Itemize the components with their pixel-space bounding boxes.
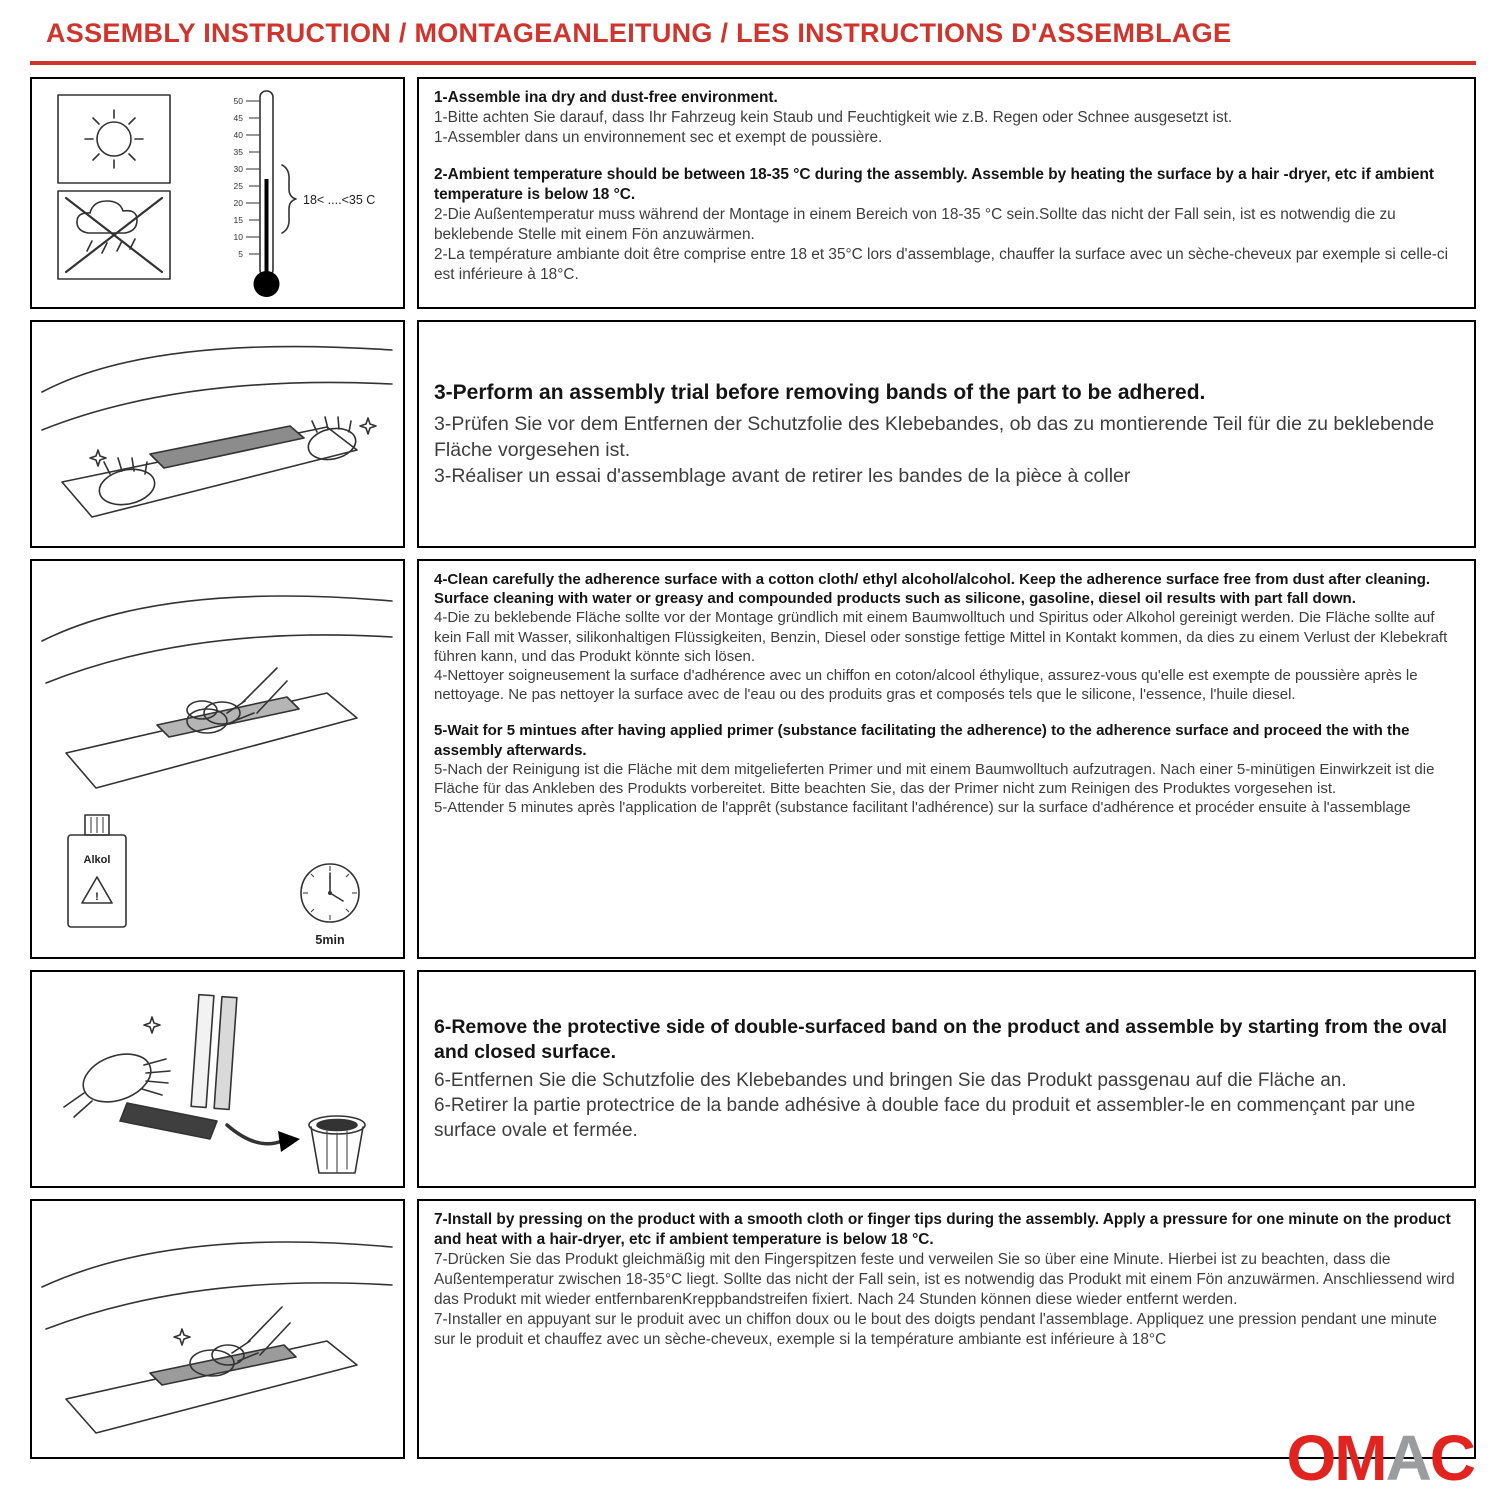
adhesive-strip-icon	[214, 997, 237, 1110]
illustration-trial	[30, 320, 405, 548]
sparkle-icon	[360, 418, 376, 434]
omac-logo	[1286, 1422, 1474, 1494]
scale-number: 25	[233, 181, 243, 191]
illustration-remove-band	[30, 970, 405, 1188]
sparkle-icon	[174, 1329, 190, 1345]
door-sill-trial-sketch	[32, 322, 403, 546]
warning-mark: !	[95, 891, 99, 903]
scale-number: 50	[233, 96, 243, 106]
sparkle-icon	[90, 450, 106, 466]
thermometer-scale-numbers	[234, 96, 244, 259]
step1-de: 1-Bitte achten Sie darauf, dass Ihr Fahrzeug kein Staub und Feuchtigkeit wie z.B. Regen oder Schnee ausgesetzt ist.	[434, 109, 1233, 127]
range-brace	[282, 165, 296, 233]
illustration-pressing	[30, 1199, 405, 1459]
alcohol-bottle-icon	[68, 815, 126, 927]
sheet-header	[30, 10, 1476, 65]
sun-icon	[58, 95, 170, 183]
step5-de: 5-Nach der Reinigung ist die Fläche mit dem mitgelieferten Primer und mit einem Baumwolltuch aufzutragen. Nach einer 5-minütigen Einwirkzeit ist die Fläche für das Ankleben des Produkts vorbereitet. Bitte beachten Sie, das der Primer nicht zum Reinigen des Produktes vorgesehen ist.	[434, 760, 1435, 797]
no-rain-icon	[58, 191, 170, 279]
trash-bin-icon	[309, 1116, 365, 1173]
step1-en: 1-Assemble ina dry and dust-free environment.	[434, 89, 778, 106]
step3-de: 3-Prüfen Sie vor dem Entfernen der Schutzfolie des Klebebandes, ob das zu montierende Teil für die zu beklebende Fläche vorgesehen ist.	[434, 413, 1435, 461]
illustration-cleaning	[30, 559, 405, 959]
product-part-icon	[120, 1103, 217, 1139]
step-text-trial	[417, 320, 1476, 548]
step-text-cleaning	[417, 559, 1476, 959]
hand-icon	[64, 1045, 170, 1117]
temp-range-label: 18< ....<35 C	[303, 193, 376, 207]
clock-label: 5min	[315, 933, 345, 947]
step2-en: 2-Ambient temperature should be between 18-35 °C during the assembly. Assemble by heating the surface by a hair -dryer, etc if ambient temperature is below 18 °C.	[434, 166, 1434, 204]
step-text-remove-band	[417, 970, 1476, 1188]
step-row-cleaning	[30, 559, 1476, 959]
scale-number: 30	[233, 164, 243, 174]
hand-peeling-band-sketch	[32, 973, 403, 1185]
step-row-pressing	[30, 1199, 1476, 1459]
step-row-remove-band	[30, 970, 1476, 1188]
step7-en: 7-Install by pressing on the product with a smooth cloth or finger tips during the assembly. Apply a pressure for one minute on the product and heat with a hair-dryer, etc if ambient temperature is below 18 °C.	[434, 1211, 1451, 1249]
page-title: ASSEMBLY INSTRUCTION / MONTAGEANLEITUNG / LES INSTRUCTIONS D'ASSEMBLAGE	[46, 18, 1232, 48]
step3-en: 3-Perform an assembly trial before removing bands of the part to be adhered.	[434, 380, 1206, 404]
sparkle-icon	[144, 1017, 160, 1033]
step5-fr: 5-Attender 5 minutes après l'application de l'apprêt (substance facilitant l'adhérence) sur la surface d'adhérence et procéder ensuite à l'assemblage	[434, 799, 1411, 817]
step-text-pressing	[417, 1199, 1476, 1459]
step-row-trial	[30, 320, 1476, 548]
scale-number: 10	[233, 232, 243, 242]
step5-en: 5-Wait for 5 mintues after having applied primer (substance facilitating the adherence) to the adherence surface and proceed the with the assembly afterwards.	[434, 722, 1410, 759]
adhesive-strip-icon	[191, 995, 214, 1108]
scale-number: 15	[233, 215, 243, 225]
arrow-icon	[227, 1125, 300, 1152]
step6-de: 6-Entfernen Sie die Schutzfolie des Klebebandes und bringen Sie das Produkt passgenau auf die Fläche an.	[434, 1070, 1347, 1092]
scale-number: 35	[233, 147, 243, 157]
step7-de: 7-Drücken Sie das Produkt gleichmäßig mit den Fingerspitzen feste und verweilen Sie so über eine Minute. Hierbei ist zu beachten, dass die Außentemperatur zwischen 18-35°C liegt. Sollte das nicht der Fall sein, ist es notwendig das Produkt mit einem Fön anzuwärmen. Anschliessend wird das Produkt mit wieder entfernbarenKreppbandstreifen fixiert. Nach 24 Stunden können diese wieder entfernt werden.	[434, 1251, 1455, 1309]
step6-en: 6-Remove the protective side of double-surfaced band on the product and assemble by starting from the oval and closed surface.	[434, 1015, 1448, 1063]
hand-icon	[96, 458, 158, 509]
thermometer-icon	[234, 91, 376, 297]
scale-number: 20	[233, 198, 243, 208]
door-sill-pressing-sketch	[32, 1203, 403, 1455]
clock-icon	[301, 864, 359, 947]
omac-logo-a: A	[1385, 1422, 1430, 1494]
illustration-environment	[30, 77, 405, 309]
thermometer-ticks	[246, 101, 260, 254]
step3-fr: 3-Réaliser un essai d'assemblage avant de retirer les bandes de la pièce à coller	[434, 464, 1131, 487]
step-text-environment	[417, 77, 1476, 309]
scale-number: 40	[233, 130, 243, 140]
step2-de: 2-Die Außentemperatur muss während der Montage in einem Bereich von 18-35 °C sein.Sollte das nicht der Fall sein, ist es notwendig die zu beklebende Stelle mit einem Fön anzuwärmen.	[434, 206, 1396, 244]
environment-sketch	[32, 79, 403, 307]
scale-number: 5	[238, 249, 243, 259]
step4-de: 4-Die zu beklebende Fläche sollte vor der Montage gründlich mit einem Baumwolltuch und Spiritus oder Alkohol gereinigt werden. Die Fläche sollte auf kein Fall mit Wasser, silikonhaltigen Flüssigkeiten, Benzin, Diesel oder sonstige fettige Mittel in Kontakt kommen, da dies zu einem Verlust der Klebekraft führen kann, und das Produkt könnte sich lösen.	[434, 609, 1448, 665]
bottle-label: Alkol	[83, 854, 111, 866]
step2-fr: 2-La température ambiante doit être comprise entre 18 et 35°C lors d'assemblage, chauffer la surface avec un sèche-cheveux par exemple si celle-ci est inférieure à 18°C.	[434, 246, 1449, 284]
step4-en: 4-Clean carefully the adherence surface with a cotton cloth/ ethyl alcohol/alcohol. Keep the adherence surface free from dust after cleaning. Surface cleaning with water or greasy and compounded products such as silicone, gasoline, diesel oil results with part fall down.	[434, 571, 1431, 608]
step4-fr: 4-Nettoyer soigneusement la surface d'adhérence avec un chiffon en coton/alcool éthylique, assurez-vous qu'elle est exempte de poussière après le nettoyage. Ne pas nettoyer la surface avec de l'eau ou des produits gras et composés tels que le silicone, l'essence, l'huile diesel.	[434, 666, 1418, 704]
door-sill-cleaning-sketch	[32, 563, 403, 955]
omac-logo-c: C	[1429, 1422, 1474, 1494]
scale-number: 45	[233, 113, 243, 123]
omac-logo-om: OM	[1286, 1422, 1386, 1494]
step1-fr: 1-Assembler dans un environnement sec et exempt de poussière.	[434, 129, 883, 147]
step-row-environment	[30, 77, 1476, 309]
step7-fr: 7-Installer en appuyant sur le produit avec un chiffon doux ou le bout des doigts pendant l'assemblage. Appliquez une pression pendant une minute sur le produit et chauffez avec un sèche-cheveux, exemple si la température ambiante est inférieure à 18°C	[434, 1311, 1437, 1349]
step6-fr: 6-Retirer la partie protectrice de la bande adhésive à double face du produit et assembler-le en commençant par une surface ovale et fermée.	[434, 1095, 1416, 1141]
